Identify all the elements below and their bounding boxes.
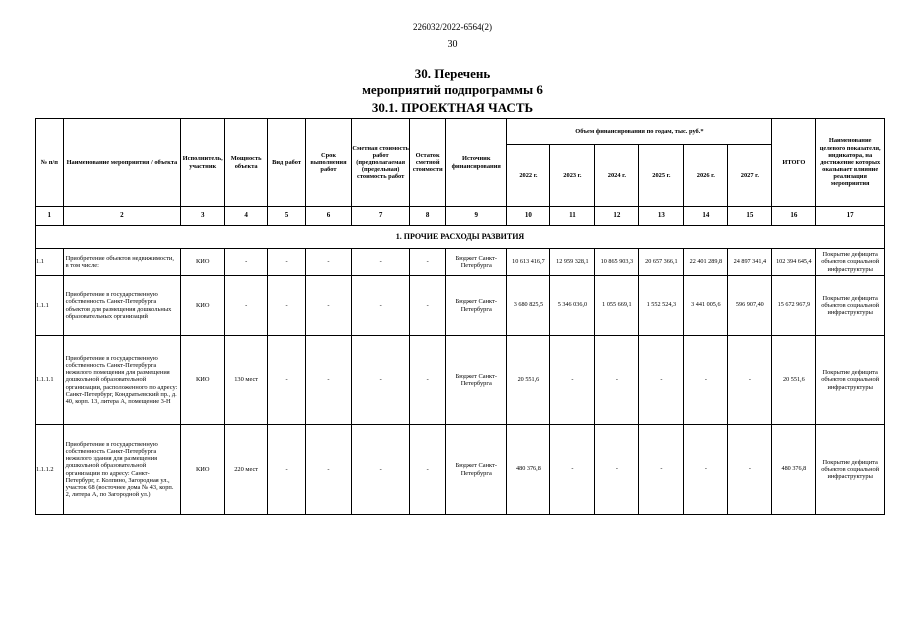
- row-total: 15 672 967,9: [772, 276, 816, 336]
- row-2027: 596 907,40: [728, 276, 772, 336]
- column-number-row: [36, 207, 885, 226]
- row-remainder: -: [410, 336, 446, 425]
- row-work-type: -: [268, 336, 306, 425]
- row-total: 480 376,8: [772, 425, 816, 515]
- row-2024: 10 865 903,3: [595, 249, 639, 276]
- row-executor: КИО: [181, 249, 225, 276]
- row-2025: -: [639, 425, 684, 515]
- col-number: 12: [595, 207, 639, 226]
- row-indicator: Покрытие дефицита объектов социальной инфраструктуры: [816, 276, 885, 336]
- header-name: Наименование мероприятия / объекта: [63, 119, 181, 207]
- col-number: 6: [305, 207, 351, 226]
- row-name: Приобретение объектов недвижимости, в том числе:: [63, 249, 181, 276]
- col-number: 9: [446, 207, 507, 226]
- row-2022: 3 680 825,5: [507, 276, 550, 336]
- col-number: 2: [63, 207, 181, 226]
- header-executor: Исполнитель, участник: [181, 119, 225, 207]
- row-name: Приобретение в государственную собственность Санкт-Петербурга объектов для размещения дошкольных образовательных организаций: [63, 276, 181, 336]
- header-year-2025: 2025 г.: [639, 145, 684, 207]
- row-2026: 3 441 005,6: [684, 276, 728, 336]
- col-number: 15: [728, 207, 772, 226]
- table-row: [36, 425, 885, 515]
- row-2023: -: [550, 425, 595, 515]
- row-term: -: [305, 249, 351, 276]
- row-2023: 5 346 036,0: [550, 276, 595, 336]
- row-estimate: -: [351, 336, 409, 425]
- row-2025: -: [639, 336, 684, 425]
- header-num: № п/п: [36, 119, 64, 207]
- page-number: 30: [447, 39, 458, 50]
- section-heading: 30.1. ПРОЕКТНАЯ ЧАСТЬ: [371, 100, 534, 115]
- row-source: Бюджет Санкт-Петербурга: [446, 276, 507, 336]
- header-funding: Объем финансирования по годам, тыс. руб.*: [507, 119, 772, 145]
- row-2027: -: [728, 425, 772, 515]
- row-estimate: -: [351, 249, 409, 276]
- header-estimate: Сметная стоимость работ (предполагаемая (предельная) стоимость работ: [351, 119, 409, 207]
- row-2022: 20 551,6: [507, 336, 550, 425]
- header-remainder: Остаток сметной стоимости: [410, 119, 446, 207]
- row-work-type: -: [268, 276, 306, 336]
- row-executor: КИО: [181, 425, 225, 515]
- section-title: 1. ПРОЧИЕ РАСХОДЫ РАЗВИТИЯ: [36, 226, 885, 249]
- row-indicator: Покрытие дефицита объектов социальной инфраструктуры: [816, 425, 885, 515]
- row-2022: 480 376,8: [507, 425, 550, 515]
- header-total: ИТОГО: [772, 119, 816, 207]
- measures-table: [35, 118, 885, 515]
- row-2022: 10 613 416,7: [507, 249, 550, 276]
- row-indicator: Покрытие дефицита объектов социальной инфраструктуры: [816, 249, 885, 276]
- header-source: Источник финансирования: [446, 119, 507, 207]
- col-number: 13: [639, 207, 684, 226]
- row-capacity: -: [225, 276, 268, 336]
- header-year-2024: 2024 г.: [595, 145, 639, 207]
- row-2024: -: [595, 425, 639, 515]
- table-row: [36, 249, 885, 276]
- row-2025: 20 657 366,1: [639, 249, 684, 276]
- row-executor: КИО: [181, 276, 225, 336]
- row-number: 1.1.1: [36, 276, 64, 336]
- header-year-2023: 2023 г.: [550, 145, 595, 207]
- col-number: 16: [772, 207, 816, 226]
- row-work-type: -: [268, 425, 306, 515]
- row-term: -: [305, 336, 351, 425]
- col-number: 1: [36, 207, 64, 226]
- row-indicator: Покрытие дефицита объектов социальной инфраструктуры: [816, 336, 885, 425]
- row-remainder: -: [410, 425, 446, 515]
- row-source: Бюджет Санкт-Петербурга: [446, 249, 507, 276]
- row-2023: 12 959 328,1: [550, 249, 595, 276]
- row-2026: -: [684, 425, 728, 515]
- row-total: 20 551,6: [772, 336, 816, 425]
- row-number: 1.1: [36, 249, 64, 276]
- document-number: 226032/2022-6564(2): [413, 22, 492, 32]
- row-remainder: -: [410, 249, 446, 276]
- header-capacity: Мощность объекта: [225, 119, 268, 207]
- col-number: 17: [816, 207, 885, 226]
- row-2026: -: [684, 336, 728, 425]
- row-term: -: [305, 425, 351, 515]
- header-year-2022: 2022 г.: [507, 145, 550, 207]
- row-name: Приобретение в государственную собственность Санкт-Петербурга нежилого здания для размещения дошкольной образовательной организации по адресу: Санкт-Петербург, г. Колпино, Загородная ул., участок 68 (восточнее дома № 43, корп. 2, литера А, по Загородной ул.): [63, 425, 181, 515]
- row-2027: 24 897 341,4: [728, 249, 772, 276]
- row-2026: 22 401 289,8: [684, 249, 728, 276]
- row-total: 102 394 645,4: [772, 249, 816, 276]
- page-title: 30. Перечень: [414, 66, 491, 81]
- col-number: 10: [507, 207, 550, 226]
- row-number: 1.1.1.2: [36, 425, 64, 515]
- header-year-2026: 2026 г.: [684, 145, 728, 207]
- row-2024: 1 055 669,1: [595, 276, 639, 336]
- row-executor: КИО: [181, 336, 225, 425]
- col-number: 11: [550, 207, 595, 226]
- page-subtitle: мероприятий подпрограммы 6: [362, 82, 543, 97]
- col-number: 4: [225, 207, 268, 226]
- col-number: 14: [684, 207, 728, 226]
- row-2024: -: [595, 336, 639, 425]
- table-header-row: [36, 119, 885, 145]
- col-number: 8: [410, 207, 446, 226]
- row-estimate: -: [351, 276, 409, 336]
- header-work-type: Вид работ: [268, 119, 306, 207]
- row-capacity: -: [225, 249, 268, 276]
- header-term: Срок выполнения работ: [305, 119, 351, 207]
- header-indicator: Наименование целевого показателя, индикатора, на достижение которых оказывает влияние реализация мероприятия: [816, 119, 885, 207]
- row-number: 1.1.1.1: [36, 336, 64, 425]
- col-number: 3: [181, 207, 225, 226]
- row-2025: 1 552 524,3: [639, 276, 684, 336]
- row-name: Приобретение в государственную собственность Санкт-Петербурга нежилого помещения для размещения дошкольной образовательной организации, расположенного по адресу: Санкт-Петербург, Кондратьевский пр., д. 40, корп. 13, литера А, помещение 3-Н: [63, 336, 181, 425]
- row-capacity: 130 мест: [225, 336, 268, 425]
- header-year-2027: 2027 г.: [728, 145, 772, 207]
- row-2027: -: [728, 336, 772, 425]
- row-source: Бюджет Санкт-Петербурга: [446, 425, 507, 515]
- row-estimate: -: [351, 425, 409, 515]
- col-number: 7: [351, 207, 409, 226]
- row-capacity: 220 мест: [225, 425, 268, 515]
- row-2023: -: [550, 336, 595, 425]
- row-remainder: -: [410, 276, 446, 336]
- col-number: 5: [268, 207, 306, 226]
- table-row: [36, 336, 885, 425]
- row-source: Бюджет Санкт-Петербурга: [446, 336, 507, 425]
- table-row: [36, 276, 885, 336]
- row-term: -: [305, 276, 351, 336]
- row-work-type: -: [268, 249, 306, 276]
- section-row: [36, 226, 885, 249]
